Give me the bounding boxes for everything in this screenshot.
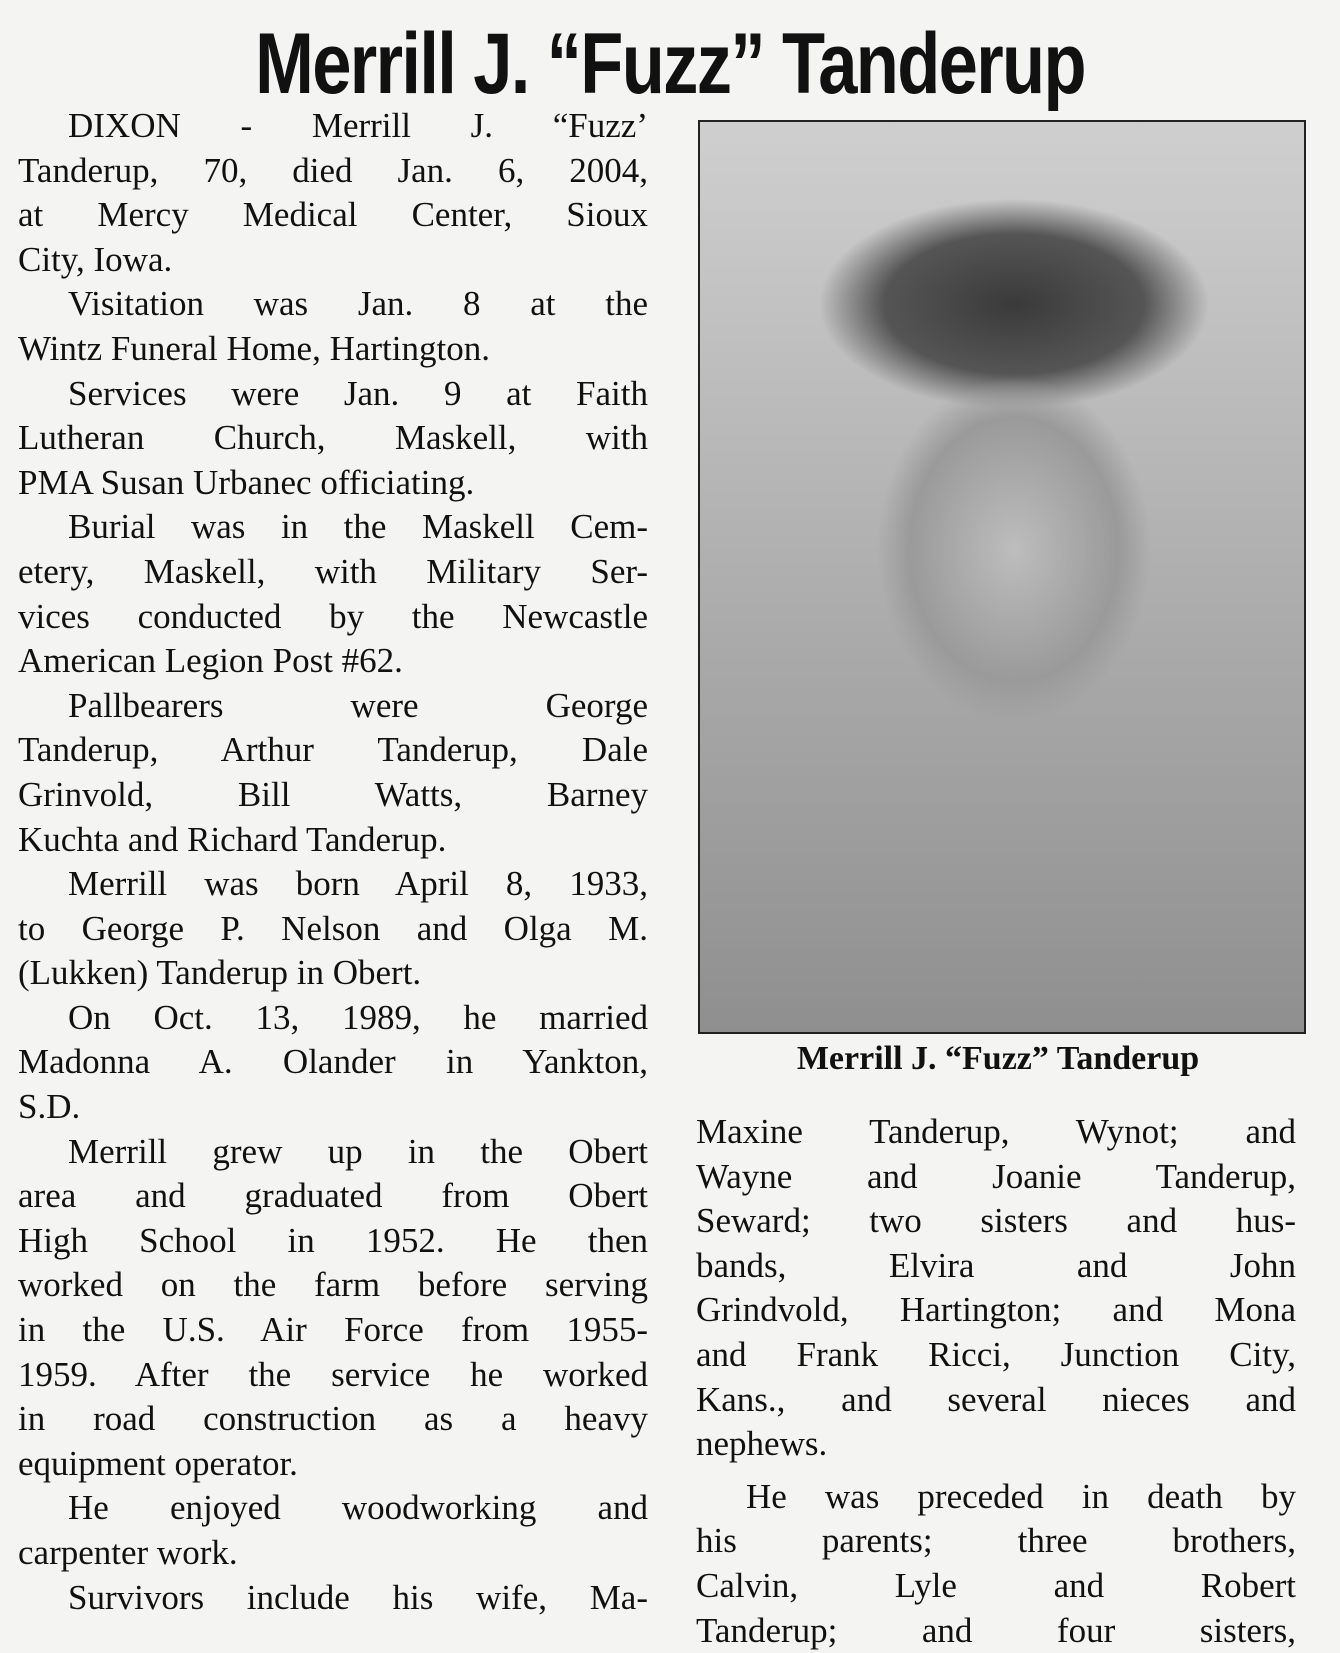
text-line: Kuchta and Richard Tanderup. [18,819,447,859]
text-line: PMA Susan Urbanec officiating. [18,462,475,502]
right-column [696,1110,1296,1653]
text-line: worked on the farm before serving [18,1265,648,1305]
text-line: in road construction as a heavy [18,1399,648,1439]
text-line: Wintz Funeral Home, Hartington. [18,328,490,368]
text-line: He was preceded in death by [746,1476,1296,1516]
text-line: area and graduated from Obert [18,1176,648,1216]
text-line: Pallbearers were George [68,685,648,725]
text-line: Tanderup, Arthur Tanderup, Dale [18,730,648,770]
text-line: Wayne and Joanie Tanderup, [696,1156,1296,1196]
text-line: Tanderup; and four sisters, [696,1610,1296,1650]
text-line: nephews. [696,1424,828,1464]
text-line: 1959. After the service he worked [18,1354,648,1394]
text-line: Maxine Tanderup, Wynot; and [696,1112,1296,1151]
photo-caption: Merrill J. “Fuzz” Tanderup [796,1040,1200,1077]
text-line: to George P. Nelson and Olga M. [18,908,648,948]
headline: Merrill J. “Fuzz” Tanderup [255,16,1085,112]
text-line: Madonna A. Olander in Yankton, [18,1042,648,1082]
text-line: etery, Maskell, with Military Ser- [18,551,648,591]
text-line: Burial was in the Maskell Cem- [68,507,648,547]
text-line: equipment operator. [18,1443,298,1483]
text-line: Lutheran Church, Maskell, with [18,418,648,458]
text-line: his parents; three brothers, [696,1521,1296,1561]
text-line: Seward; two sisters and hus- [696,1201,1296,1241]
text-line: City, Iowa. [18,239,173,279]
left-column [18,104,648,1620]
text-line: DIXON - Merrill J. “Fuzz’ [68,106,648,145]
text-line: Tanderup, 70, died Jan. 6, 2004, [18,150,648,190]
text-line: Survivors include his wife, Ma- [68,1577,648,1617]
text-line: and Frank Ricci, Junction City, [696,1334,1296,1374]
text-line: at Mercy Medical Center, Sioux [18,195,648,235]
text-line: in the U.S. Air Force from 1955- [18,1310,648,1350]
text-line: Kans., and several nieces and [696,1379,1296,1419]
text-line: Grindvold, Hartington; and Mona [696,1290,1296,1330]
text-line: Visitation was Jan. 8 at the [68,284,648,324]
text-line: Merrill was born April 8, 1933, [68,864,648,904]
text-line: Merrill grew up in the Obert [68,1131,648,1171]
portrait-photo [698,120,1306,1034]
text-line: Calvin, Lyle and Robert [696,1565,1296,1605]
text-line: bands, Elvira and John [696,1245,1296,1285]
text-line: vices conducted by the Newcastle [18,596,648,636]
text-line: American Legion Post #62. [18,641,403,681]
text-line: Grinvold, Bill Watts, Barney [18,774,648,814]
text-line: S.D. [18,1087,81,1127]
text-line: carpenter work. [18,1533,238,1572]
text-line: High School in 1952. He then [18,1220,648,1260]
text-line: Services were Jan. 9 at Faith [68,373,648,413]
text-line: On Oct. 13, 1989, he married [68,997,648,1037]
text-line: He enjoyed woodworking and [68,1488,648,1528]
text-line: (Lukken) Tanderup in Obert. [18,953,422,993]
